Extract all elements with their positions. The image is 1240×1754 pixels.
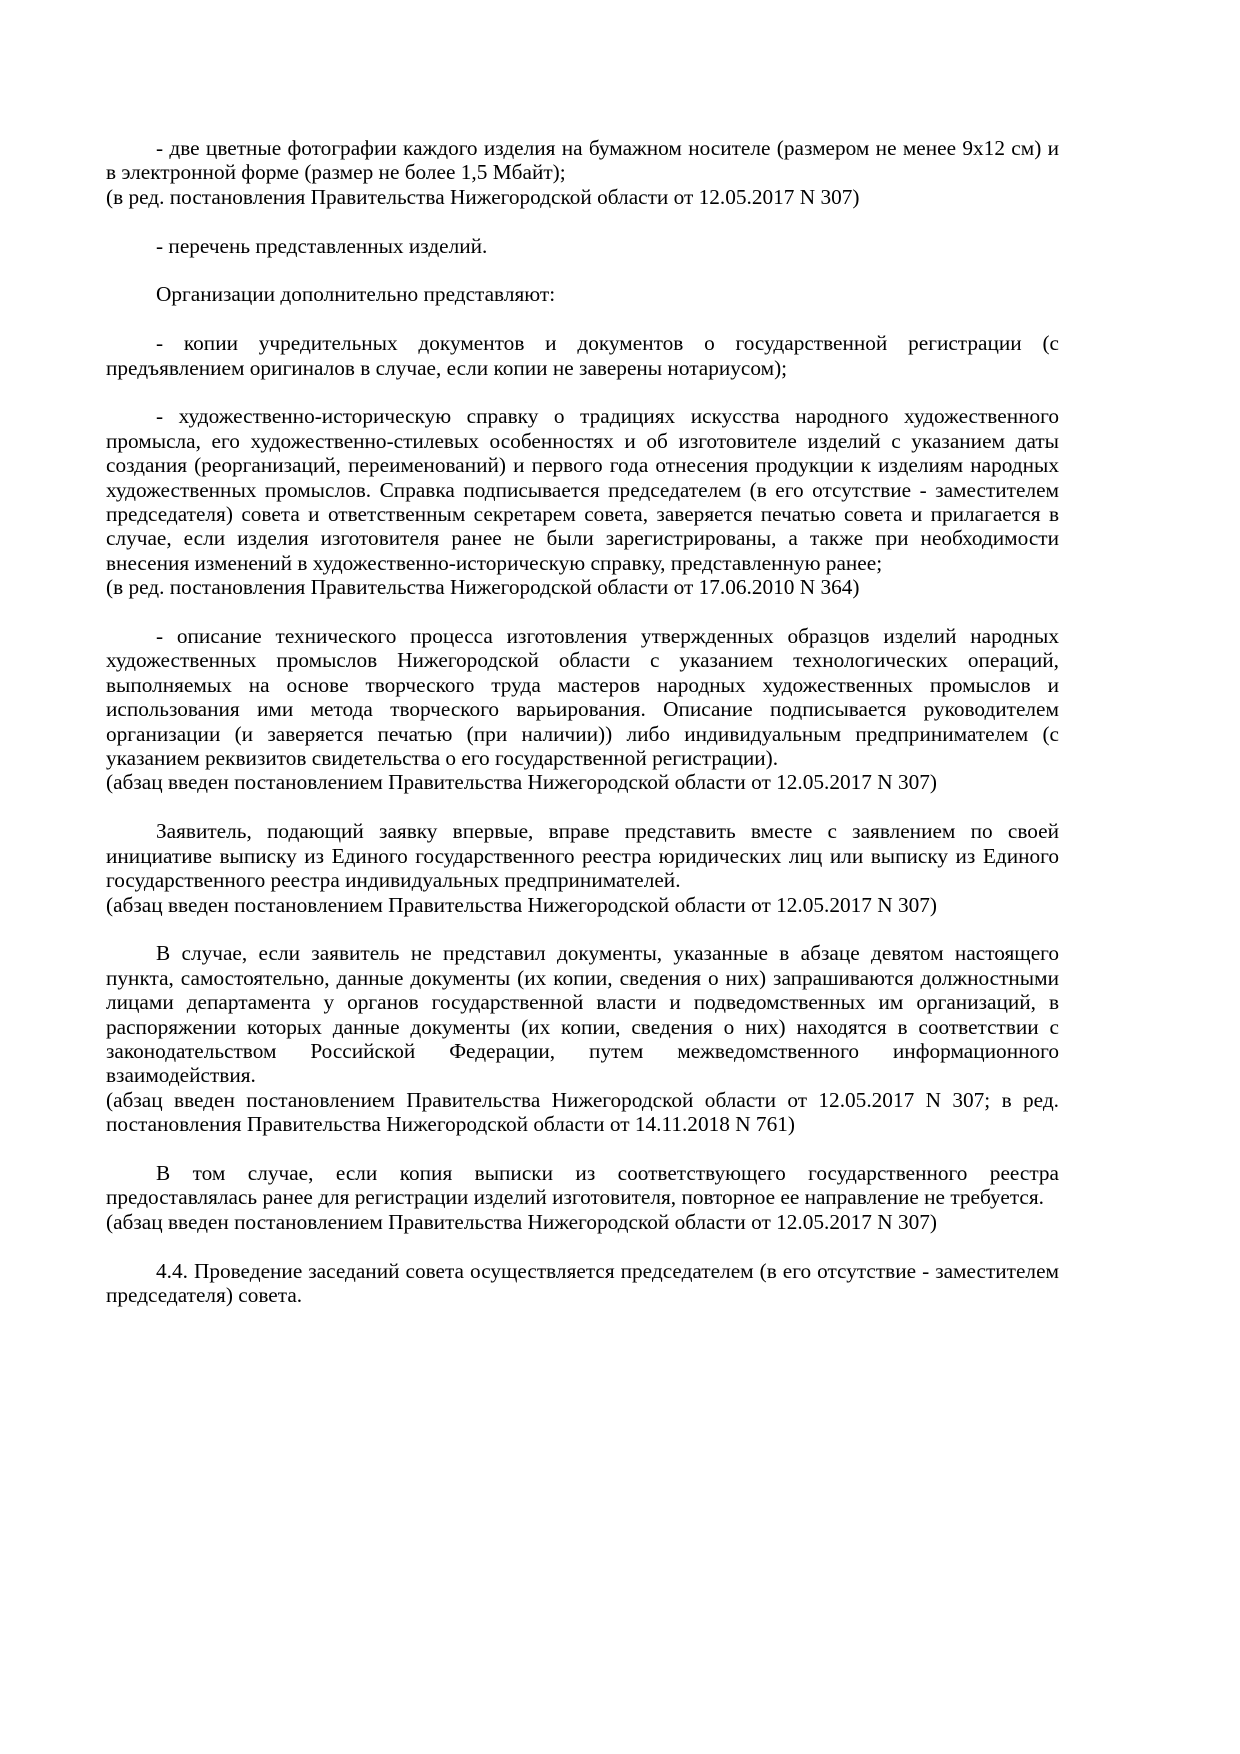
paragraph: - перечень представленных изделий.: [156, 233, 488, 258]
paragraph: В том случае, если копия выписки из соответствующего государственного реестра предоставлялась ранее для регистрации изделий изготовителя, повторное ее направление не требуется.: [106, 1160, 1059, 1210]
paragraph: - две цветные фотографии каждого изделия на бумажном носителе (размером не менее 9x12 см) и в электронной форме (размер не более 1,5 Мбайт);: [106, 136, 1059, 185]
document-page: [106, 136, 1059, 1332]
paragraph-block: [106, 331, 1059, 380]
paragraph-block: [106, 941, 1059, 1136]
paragraph: 4.4. Проведение заседаний совета осуществляется председателем (в его отсутствие - заместителем председателя) совета.: [106, 1258, 1059, 1307]
paragraph-block: [106, 1161, 1059, 1234]
paragraph-block: [106, 404, 1059, 599]
paragraph: Организации дополнительно представляют:: [156, 282, 556, 307]
paragraph-block: [106, 1259, 1059, 1308]
amendment-note: (в ред. постановления Правительства Нижегородской области от 17.06.2010 N 364): [106, 575, 860, 600]
paragraph: В случае, если заявитель не представил документы, указанные в абзаце девятом настоящего пункта, самостоятельно, данные документы (их копии, сведения о них) запрашиваются должностными лицами департамента у органов государственной власти и подведомственных им организаций, в распоряжении которых данные документы (их копии, сведения о них) находятся в соответствии с законодательством Российской Федерации, путем межведомственного информационного взаимодействия.: [106, 941, 1059, 1088]
paragraph: Заявитель, подающий заявку впервые, вправе представить вместе с заявлением по своей инициативе выписку из Единого государственного реестра юридических лиц или выписку из Единого государственного реестра индивидуальных предпринимателей.: [106, 819, 1059, 893]
paragraph: - художественно-историческую справку о традициях искусства народного художественного промысла, его художественно-стилевых особенностях и об изготовителе изделий с указанием даты создания (реорганизаций, переименований) и первого года отнесения продукции к изделиям народных художественных промыслов. Справка подписывается председателем (в его отсутствие - заместителем председателя) совета и ответственным секретарем совета, заверяется печатью совета и прилагается в случае, если изделия изготовителя ранее не были зарегистрированы, а также при необходимости внесения изменений в художественно-историческую справку, представленную ранее;: [106, 404, 1059, 575]
paragraph-block: [106, 282, 1059, 306]
paragraph-block: [106, 819, 1059, 917]
amendment-note: (абзац введен постановлением Правительства Нижегородской области от 12.05.2017 N 307): [106, 770, 938, 795]
paragraph: - описание технического процесса изготовления утвержденных образцов изделий народных художественных промыслов Нижегородской области с указанием технологических операций, выполняемых на основе творческого труда мастеров народных художественных промыслов и использования ими метода творческого варьирования. Описание подписывается руководителем организации (и заверяется печатью (при наличии)) либо индивидуальным предпринимателем (с указанием реквизитов свидетельства о его государственной регистрации).: [106, 624, 1059, 771]
paragraph-block: [106, 234, 1059, 258]
amendment-note: (абзац введен постановлением Правительства Нижегородской области от 12.05.2017 N 307): [106, 1209, 938, 1234]
paragraph-block: [106, 624, 1059, 795]
paragraph-block: [106, 136, 1059, 209]
amendment-note: (абзац введен постановлением Правительства Нижегородской области от 12.05.2017 N 307): [106, 892, 938, 917]
amendment-note: (абзац введен постановлением Правительства Нижегородской области от 12.05.2017 N 307; в ред. постановления Правительства Нижегородской области от 14.11.2018 N 761): [106, 1087, 1059, 1137]
paragraph: - копии учредительных документов и документов о государственной регистрации (с предъявлением оригиналов в случае, если копии не заверены нотариусом);: [106, 331, 1059, 380]
amendment-note: (в ред. постановления Правительства Нижегородской области от 12.05.2017 N 307): [106, 184, 860, 209]
